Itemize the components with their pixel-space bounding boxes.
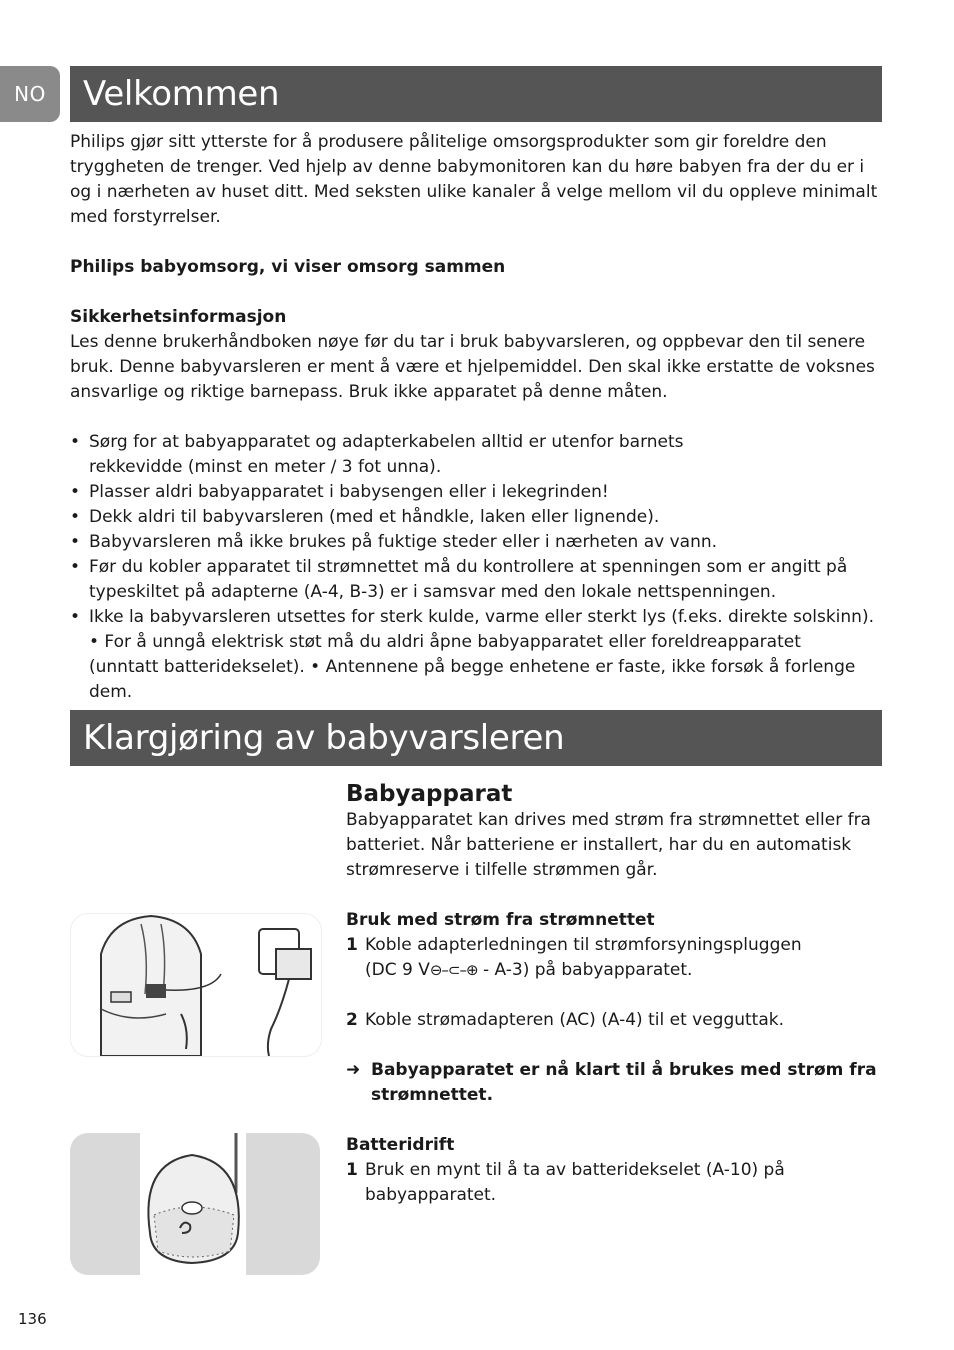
list-item: • Dekk aldri til babyvarsleren (med et håndkle, laken eller lignende). xyxy=(70,505,875,530)
baby-unit-icon xyxy=(70,1133,320,1275)
battery-step-1 xyxy=(346,1158,805,1208)
result-text: Babyapparatet er nå klart til å brukes med strøm fra strømnettet. xyxy=(371,1060,877,1105)
step-text: Bruk en mynt til å ta av batteridekselet (A-10) på babyapparatet. xyxy=(365,1160,785,1205)
step-text: - A-3) på babyapparatet. xyxy=(477,960,693,980)
section-banner-setup xyxy=(70,710,882,766)
section-title: Klargjøring av babyvarsleren xyxy=(83,718,565,758)
list-item: • Ikke la babyvarsleren utsettes for sterk kulde, varme eller sterkt lys (f.eks. direkte solskinn). • For å unngå elektrisk støt må du aldri åpne babyapparatet eller foreldreapparatet (unntatt batteridekselet). • Antennene på begge enhetene er faste, ikke forsøk å forlenge dem. xyxy=(70,605,875,705)
arrow-right-icon: ➜ xyxy=(346,1060,361,1080)
section-title: Velkommen xyxy=(83,74,280,114)
battery-cover-illustration xyxy=(70,1133,320,1275)
battery-heading: Batteridrift xyxy=(346,1135,455,1155)
subsection-title: Babyapparat xyxy=(346,781,513,807)
language-tab: NO xyxy=(0,66,60,122)
list-item: • Sørg for at babyapparatet og adapterkabelen alltid er utenfor barnets rekkevidde (minst en meter / 3 fot unna). xyxy=(70,430,875,480)
section-banner-welcome xyxy=(70,66,882,122)
step-number: 1 xyxy=(346,1160,358,1180)
list-item: • Før du kobler apparatet til strømnettet må du kontrollere at spenningen som er angitt på typeskiltet på adapterne (A-4, B-3) er i samsvar med den lokale nettspenningen. xyxy=(70,555,875,605)
intro-paragraph: Philips gjør sitt ytterste for å produsere pålitelige omsorgsprodukter som gir foreldre den tryggheten de trenger. Ved hjelp av denne babymonitoren kan du høre babyen fra der du er i og i nærheten av huset ditt. Med seksten ulike kanaler å velge mellom vil du oppleve minimalt med forstyrrelser. xyxy=(70,132,878,227)
step-1 xyxy=(346,933,882,983)
safety-heading: Sikkerhetsinformasjon xyxy=(70,307,287,327)
result-note xyxy=(346,1058,882,1108)
step-text: (DC 9 V xyxy=(365,960,430,980)
list-item: • Plasser aldri babyapparatet i babysengen eller i lekegrinden! xyxy=(70,480,875,505)
adapter-plug-icon xyxy=(71,914,321,1056)
setup-content xyxy=(346,780,882,1208)
safety-paragraph: Les denne brukerhåndboken nøye før du tar i bruk babyvarsleren, og oppbevar den til senere bruk. Denne babyvarsleren er ment å være et hjelpemiddel. Den skal ikke erstatte de voksnes ansvarlige og riktige barnepass. Bruk ikke apparatet på denne måten. xyxy=(70,332,875,402)
welcome-content xyxy=(70,130,882,705)
page-number: 136 xyxy=(18,1310,47,1328)
polarity-symbol-icon: ⊖–⊂–⊕ xyxy=(429,961,478,979)
mains-heading: Bruk med strøm fra strømnettet xyxy=(346,910,655,930)
baby-unit-intro: Babyapparatet kan drives med strøm fra strømnettet eller fra batteriet. Når batteriene er installert, har du en automatisk strømreserve i tilfelle strømmen går. xyxy=(346,810,871,880)
safety-list xyxy=(70,430,875,705)
step-2 xyxy=(346,1008,882,1033)
step-text: Koble strømadapteren (AC) (A-4) til et vegguttak. xyxy=(365,1010,785,1030)
step-number: 2 xyxy=(346,1010,358,1030)
step-number: 1 xyxy=(346,935,358,955)
tagline: Philips babyomsorg, vi viser omsorg sammen xyxy=(70,257,506,277)
step-text: Koble adapterledningen til strømforsyningspluggen xyxy=(365,935,802,955)
adapter-illustration xyxy=(70,913,322,1057)
list-item: • Babyvarsleren må ikke brukes på fuktige steder eller i nærheten av vann. xyxy=(70,530,875,555)
